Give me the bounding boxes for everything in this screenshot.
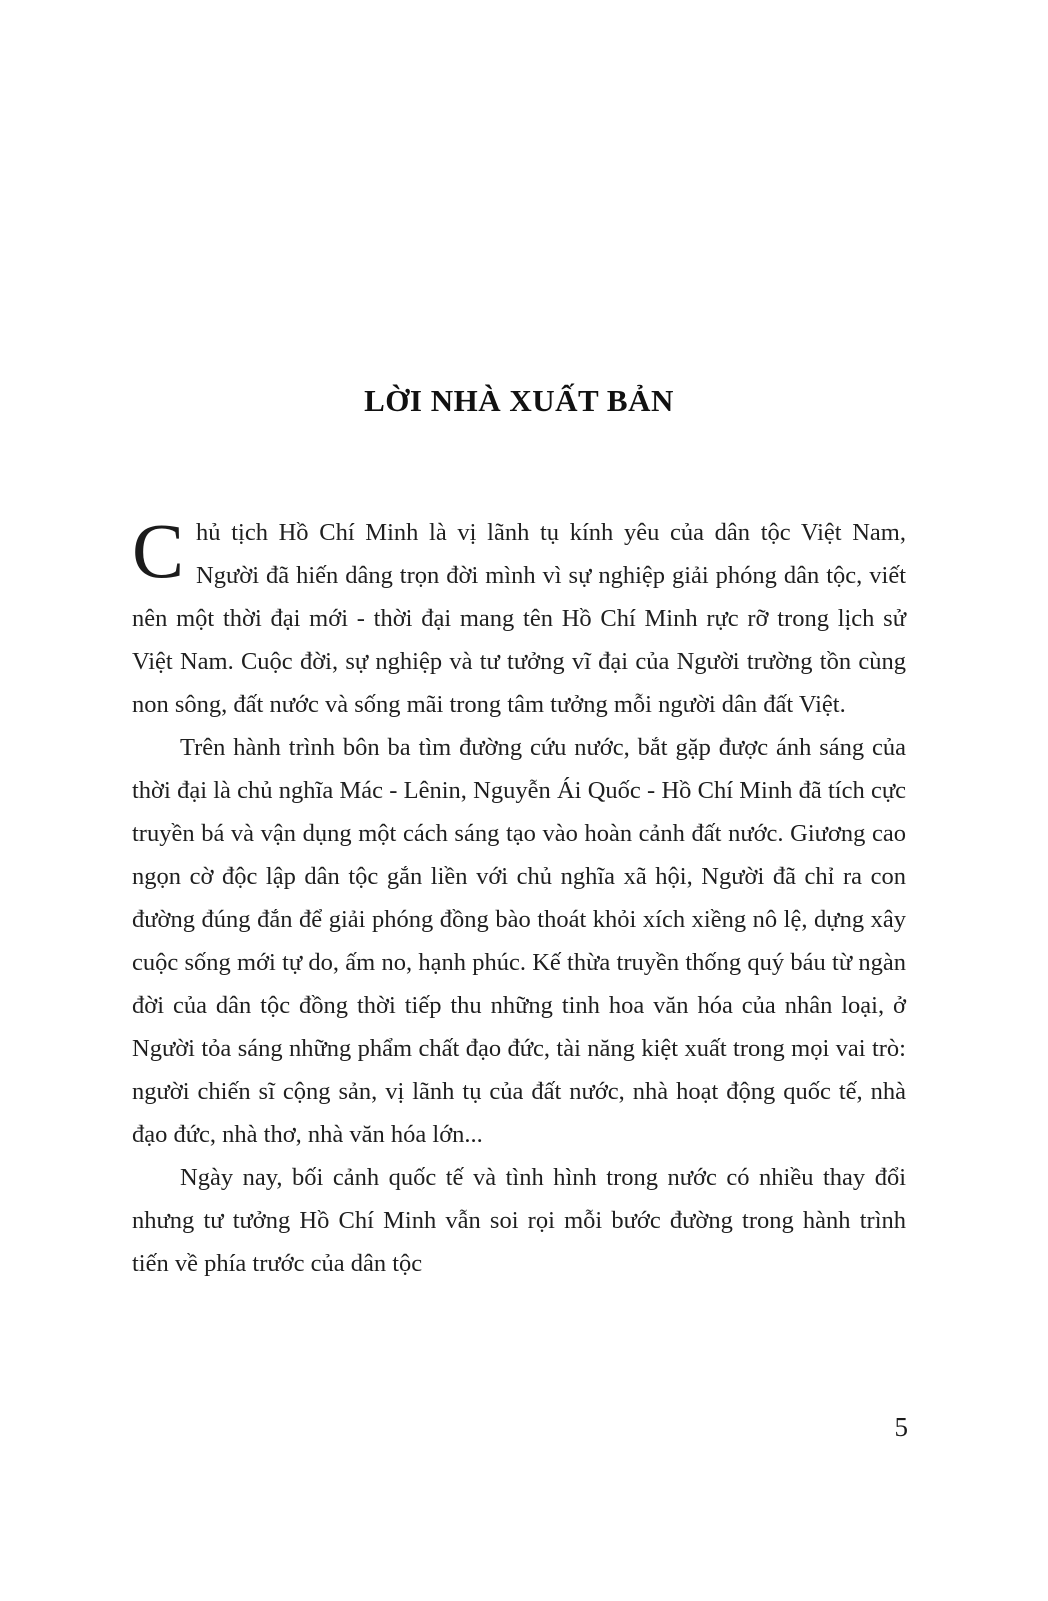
paragraph: Trên hành trình bôn ba tìm đường cứu nước, bắt gặp được ánh sáng của thời đại là chủ nghĩa Mác - Lênin, Nguyễn Ái Quốc - Hồ Chí Minh đã tích cực truyền bá và vận dụng một cách sáng tạo vào hoàn cảnh đất nước. Giương cao ngọn cờ độc lập dân tộc gắn liền với chủ nghĩa xã hội, Người đã chỉ ra con đường đúng đắn để giải phóng đồng bào thoát khỏi xích xiềng nô lệ, dựng xây cuộc sống mới tự do, ấm no, hạnh phúc. Kế thừa truyền thống quý báu từ ngàn đời của dân tộc đồng thời tiếp thu những tinh hoa văn hóa của nhân loại, ở Người tỏa sáng những phẩm chất đạo đức, tài năng kiệt xuất trong mọi vai trò: người chiến sĩ cộng sản, vị lãnh tụ của đất nước, nhà hoạt động quốc tế, nhà đạo đức, nhà thơ, nhà văn hóa lớn... [132,734,906,1148]
page-title: LỜI NHÀ XUẤT BẢN [364,383,674,418]
paragraph-text: hủ tịch Hồ Chí Minh là vị lãnh tụ kính yêu của dân tộc Việt Nam, Người đã hiến dâng trọn đời mình vì sự nghiệp giải phóng dân tộc, viết nên một thời đại mới - thời đại mang tên Hồ Chí Minh rực rỡ trong lịch sử Việt Nam. Cuộc đời, sự nghiệp và tư tưởng vĩ đại của Người trường tồn cùng non sông, đất nước và sống mãi trong tâm tưởng mỗi người dân đất Việt. [132,519,906,718]
dropcap-letter: C [132,507,185,594]
paragraph [132,507,906,726]
page-number: 5 [894,1412,908,1442]
paragraph: Ngày nay, bối cảnh quốc tế và tình hình trong nước có nhiều thay đổi nhưng tư tưởng Hồ Chí Minh vẫn soi rọi mỗi bước đường trong hành trình tiến về phía trước của dân tộc [132,1164,906,1277]
